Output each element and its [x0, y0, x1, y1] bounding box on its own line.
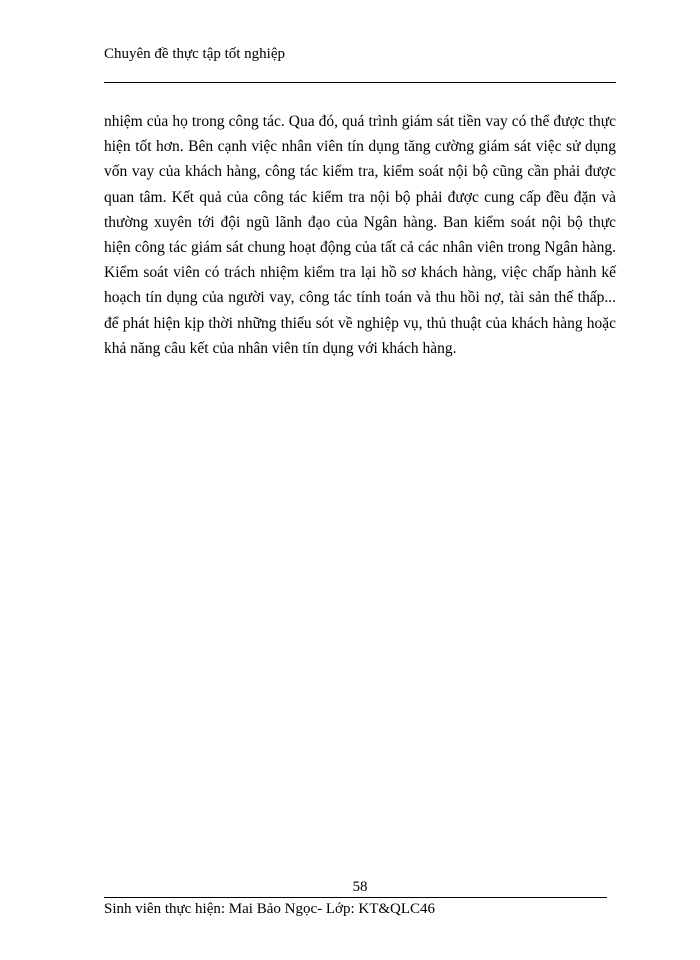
- footer-student-info: Sinh viên thực hiện: Mai Bảo Ngọc- Lớp: KT&QLC46: [104, 901, 436, 917]
- footer-divider: [104, 897, 607, 898]
- page-header-title: Chuyên đề thực tập tốt nghiệp: [104, 46, 286, 62]
- header-divider: [104, 82, 616, 83]
- body-paragraph: nhiệm của họ trong công tác. Qua đó, quá trình giám sát tiền vay có thể được thực hiện tốt hơn. Bên cạnh việc nhân viên tín dụng tăng cường giám sát việc sử dụng vốn vay của khách hàng, công tác kiểm tra, kiểm soát nội bộ cũng cần phải được quan tâm. Kết quả của công tác kiểm tra nội bộ phải được cung cấp đều đặn và thường xuyên tới đội ngũ lãnh đạo của Ngân hàng. Ban kiểm soát nội bộ thực hiện công tác giám sát chung hoạt động của tất cả các nhân viên trong Ngân hàng. Kiểm soát viên có trách nhiệm kiểm tra lại hồ sơ khách hàng, việc chấp hành kế hoạch tín dụng của người vay, công tác tính toán và thu hồi nợ, tài sản thế thấp... để phát hiện kịp thời những thiếu sót về nghiệp vụ, thủ thuật của khách hàng hoặc khả năng câu kết của nhân viên tín dụng với khách hàng.: [104, 113, 616, 357]
- page-number: 58: [352, 879, 368, 895]
